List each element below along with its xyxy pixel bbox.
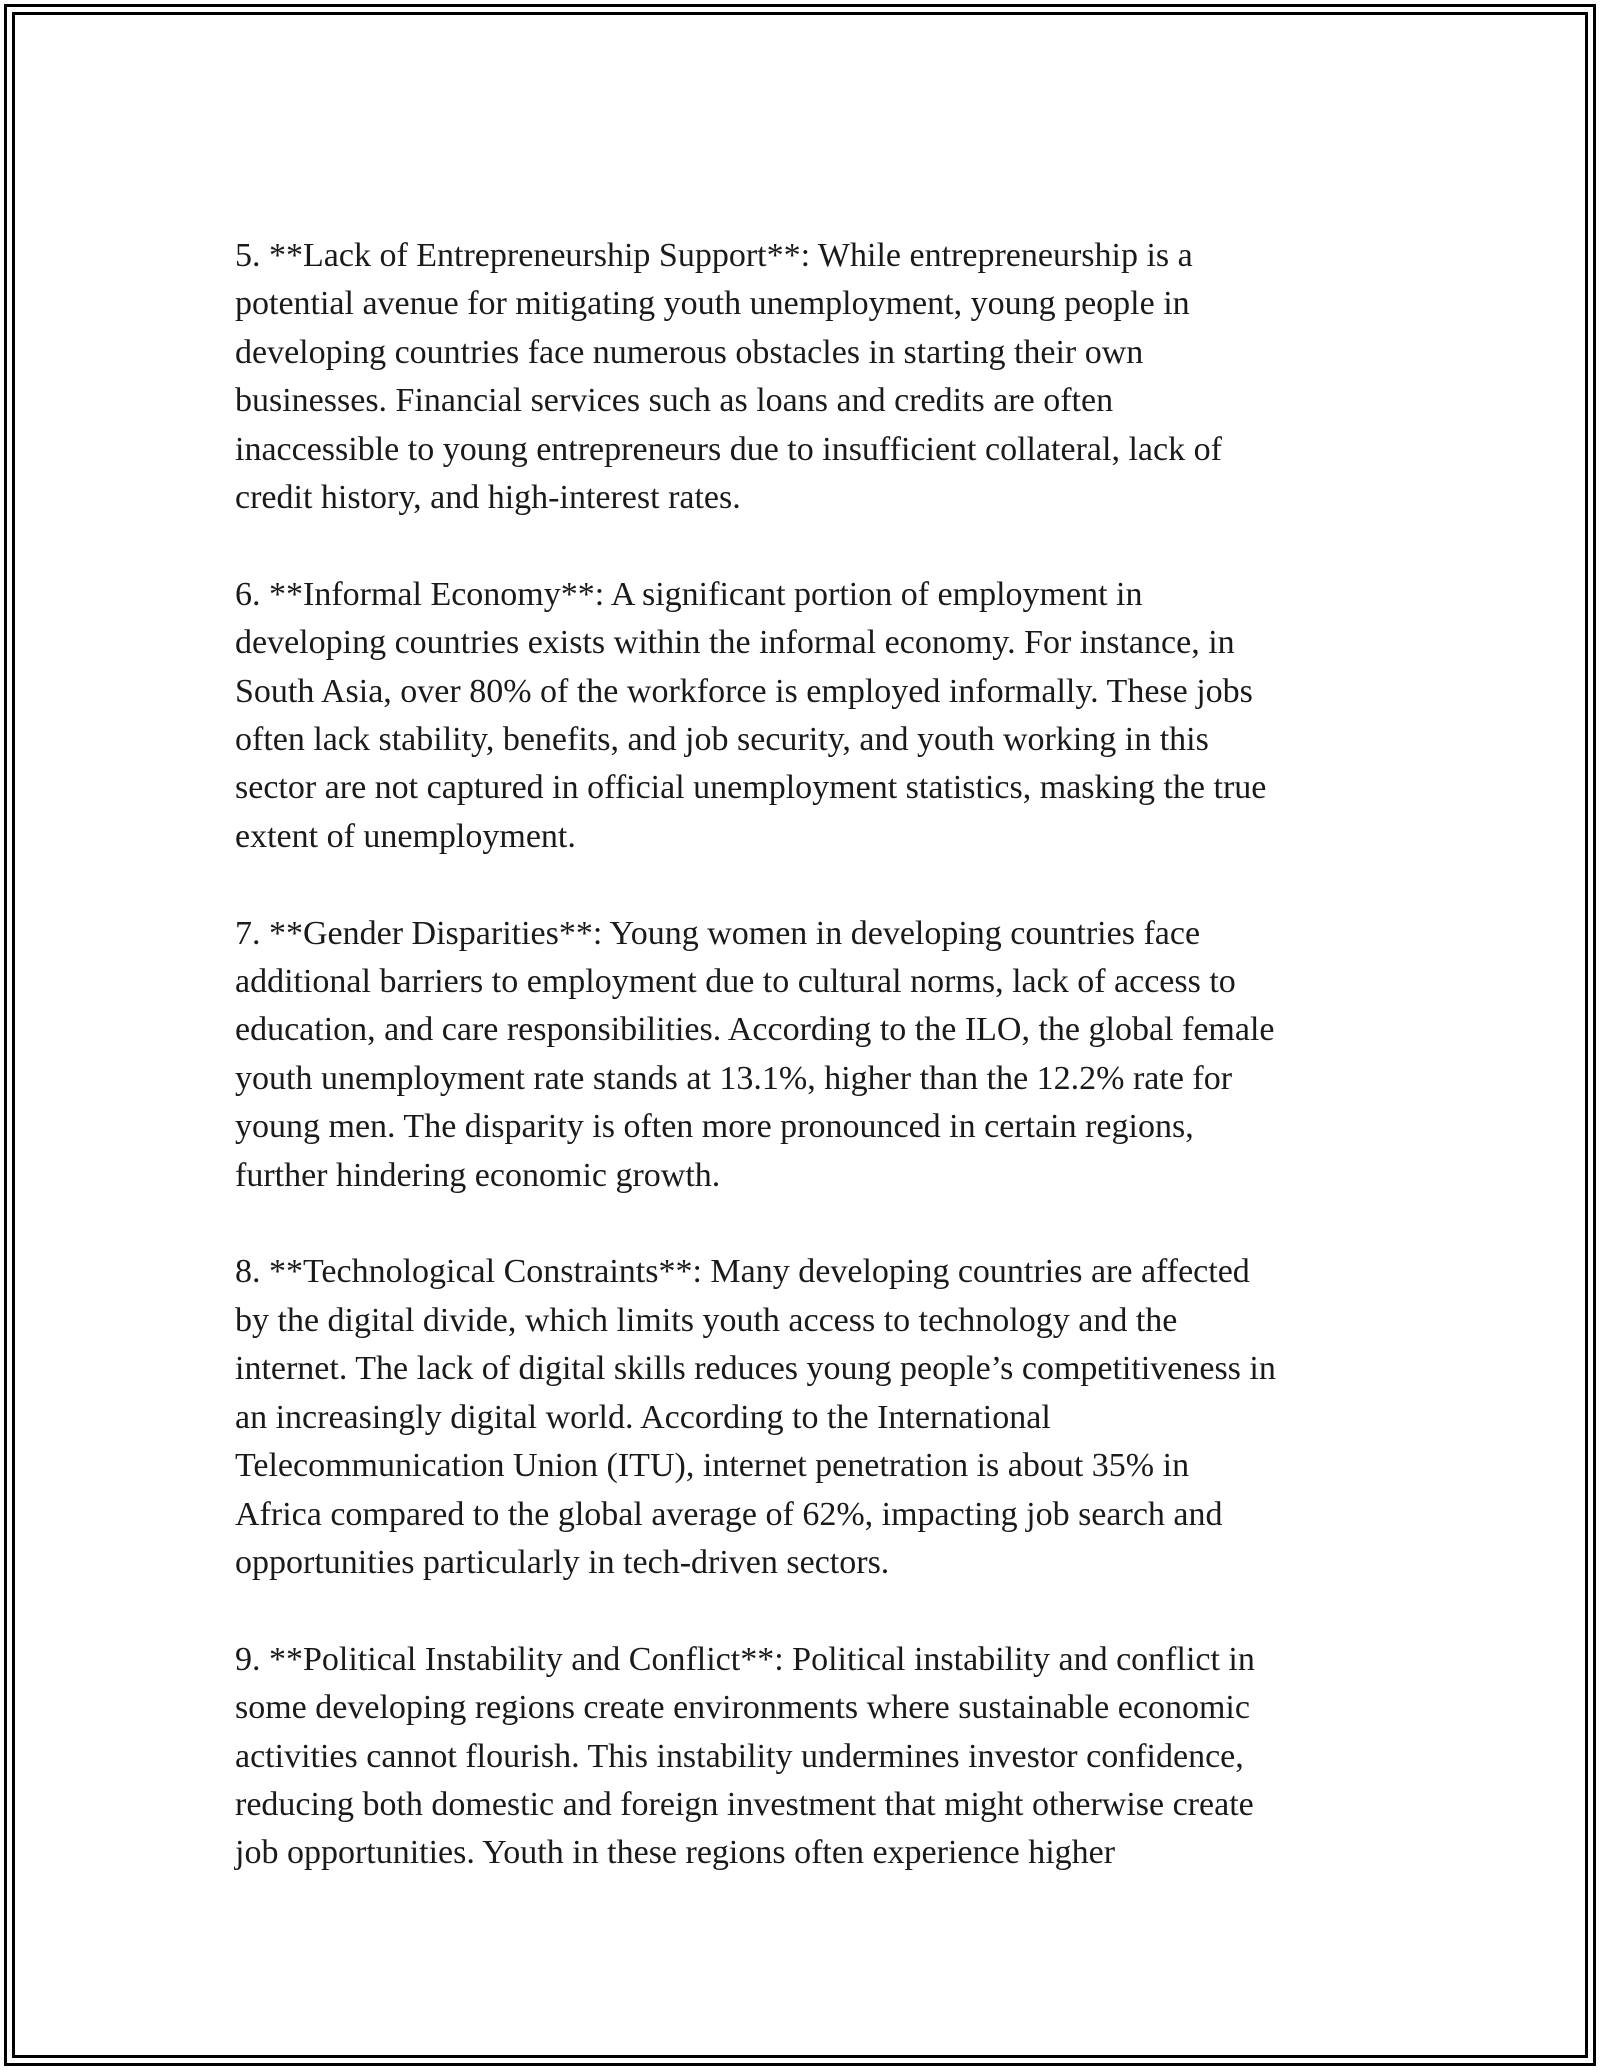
paragraph-technological-constraints: 8. **Technological Constraints**: Many developing countries are affected by the digital divide, which limits youth access to technology and the internet. The lack of digital skills reduces young people’s competitiveness in an increasingly digital world. According to the International Telecommunication Union (ITU), internet penetration is about 35% in Africa compared to the global average of 62%, impacting job search and opportunities particularly in tech-driven sectors. [235,1253,1276,1581]
paragraph-entrepreneurship-support: 5. **Lack of Entrepreneurship Support**: While entrepreneurship is a potential avenue for mitigating youth unemployment, young people in developing countries face numerous obstacles in starting their own businesses. Financial services such as loans and credits are often inaccessible to young entrepreneurs due to insufficient collateral, lack of credit history, and high-interest rates. [235,237,1222,517]
paragraph-informal-economy: 6. **Informal Economy**: A significant portion of employment in developing countries exists within the informal economy. For instance, in South Asia, over 80% of the workforce is employed informally. These jobs often lack stability, benefits, and job security, and youth working in this sector are not captured in official unemployment statistics, masking the true extent of unemployment. [235,575,1267,855]
paragraph-gender-disparities: 7. **Gender Disparities**: Young women in developing countries face additional barriers to employment due to cultural norms, lack of access to education, and care responsibilities. According to the ILO, the global female youth unemployment rate stands at 13.1%, higher than the 12.2% rate for young men. The disparity is often more pronounced in certain regions, further hindering economic growth. [235,914,1275,1194]
paragraph-political-instability: 9. **Political Instability and Conflict**: Political instability and conflict in some developing regions create environments where sustainable economic activities cannot flourish. This instability undermines investor confidence, reducing both domestic and foreign investment that might otherwise create job opportunities. Youth in these regions often experience higher [235,1640,1255,1872]
document-body [235,232,1365,1926]
